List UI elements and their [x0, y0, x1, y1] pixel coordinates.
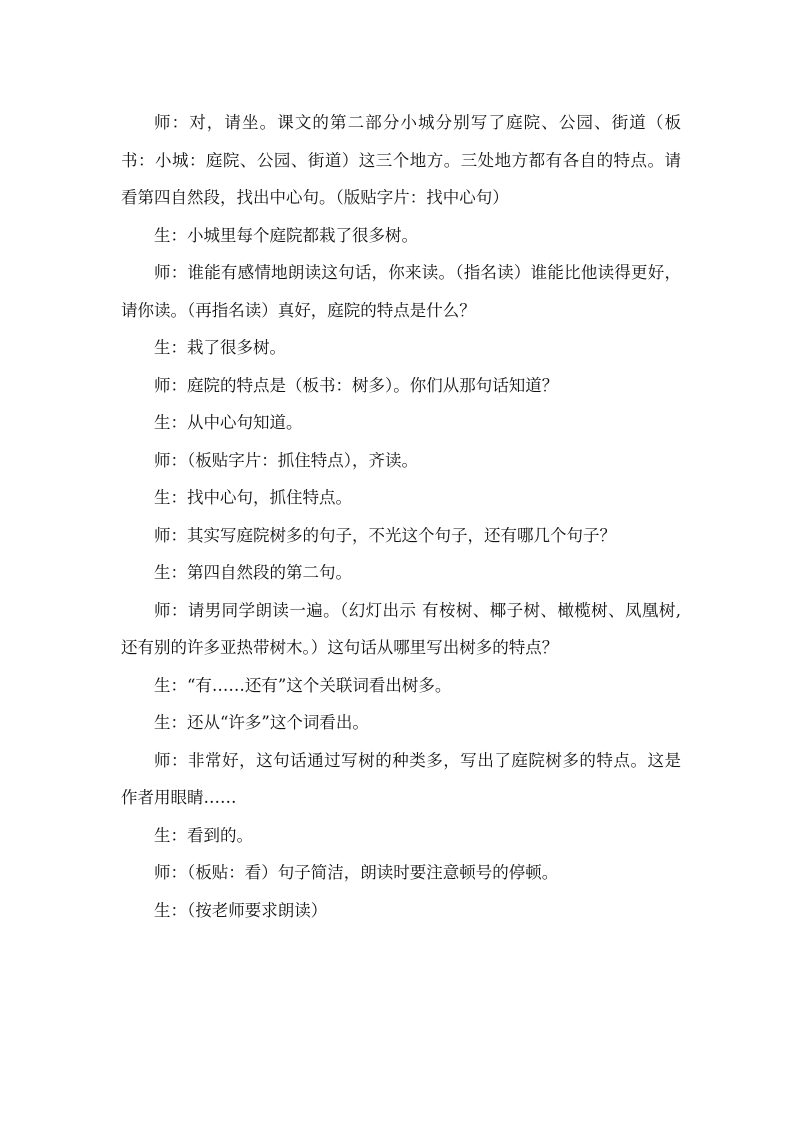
paragraph-student-9: 生：（按老师要求朗读） — [154, 900, 328, 920]
paragraph-student-7: 生：还从“许多”这个词看出。 — [154, 713, 369, 732]
paragraph-teacher-intro: 师：对，请坐。课文的第二部分小城分别写了庭院、公园、街道（板书：小城：庭院、公园、街道）这三个地方。三处地方都有各自的特点。请看第四自然段，找出中心句。（版贴字片：找中心句） — [121, 113, 681, 207]
paragraph-student-8: 生：看到的。 — [154, 825, 253, 845]
paragraph-teacher-8: 师：（板贴：看）句子简洁，朗读时要注意顿号的停顿。 — [154, 863, 559, 882]
paragraph-teacher-2: 师：谁能有感情地朗读这句话，你来读。（指名读）谁能比他读得更好，请你读。（再指名读）真好，庭院的特点是什么？ — [121, 263, 681, 320]
paragraph-teacher-5: 师：其实写庭院树多的句子，不光这个句子，还有哪几个句子？ — [154, 525, 616, 545]
dialogue-body — [121, 104, 681, 929]
paragraph-teacher-7: 师：非常好，这句话通过写树的种类多，写出了庭院树多的特点。这是作者用眼睛…… — [121, 750, 681, 807]
paragraph-student-3: 生：从中心句知道。 — [154, 413, 303, 432]
paragraph-student-5: 生：第四自然段的第二句。 — [154, 563, 352, 582]
paragraph-teacher-3: 师：庭院的特点是（板书：树多）。你们从那句话知道？ — [154, 375, 559, 395]
paragraph-teacher-4: 师：（板贴字片：抓住特点），齐读。 — [154, 450, 418, 470]
paragraph-student-2: 生：栽了很多树。 — [154, 338, 286, 357]
paragraph-student-4: 生：找中心句，抓住特点。 — [154, 488, 352, 507]
paragraph-teacher-6: 师：请男同学朗读一遍。（幻灯出示 有桉树、椰子树、橄榄树、凤凰树,还有别的许多亚热带树木。）这句话从哪里写出树多的特点？ — [121, 600, 681, 657]
paragraph-student-6: 生：“有……还有”这个关联词看出树多。 — [154, 675, 452, 695]
paragraph-student-1: 生：小城里每个庭院都栽了很多树。 — [154, 225, 418, 245]
